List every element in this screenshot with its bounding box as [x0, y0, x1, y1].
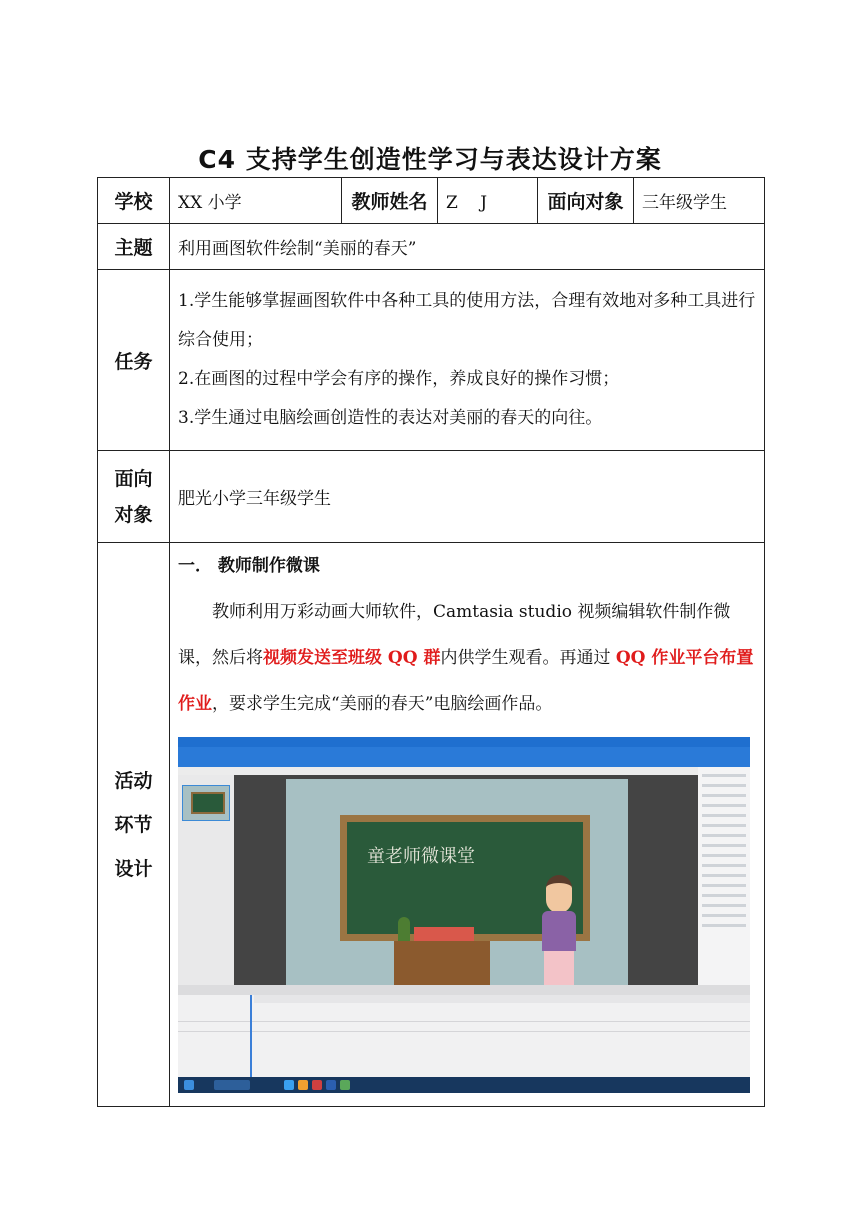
design-table — [97, 177, 765, 1107]
activity-highlight: 视频发送至班级 QQ 群 — [263, 648, 441, 668]
activity-content — [170, 543, 765, 1107]
audience-label: 面向对象 — [538, 178, 634, 224]
windows-taskbar — [178, 1077, 750, 1093]
activity-row — [98, 543, 765, 1107]
task-row — [98, 270, 765, 451]
screenshot-timeline — [178, 985, 750, 1077]
target-value: 肥光小学三年级学生 — [170, 451, 765, 543]
target-row — [98, 451, 765, 543]
target-label — [98, 451, 170, 543]
topic-label: 主题 — [98, 224, 170, 270]
school-label: 学校 — [98, 178, 170, 224]
scene-thumbnail — [182, 785, 230, 821]
screenshot-menubar — [178, 737, 750, 747]
topic-value: 利用画图软件绘制“美丽的春天” — [170, 224, 765, 270]
page-title: C4 支持学生创造性学习与表达设计方案 — [198, 145, 662, 174]
taskbar-app-icon — [312, 1080, 322, 1090]
audience-value: 三年级学生 — [634, 178, 765, 224]
screenshot-scene-panel — [178, 775, 234, 985]
task-label: 任务 — [98, 270, 170, 451]
target-label-line2: 对象 — [114, 503, 153, 526]
activity-text: 内供学生观看。再通过 — [440, 648, 616, 668]
activity-label-line1: 活动 — [114, 769, 153, 792]
books-image — [414, 927, 474, 941]
teacher-character — [538, 875, 578, 985]
task-item: 2.在画图的过程中学会有序的操作，养成良好的操作习惯； — [178, 369, 620, 389]
teacher-label: 教师姓名 — [342, 178, 438, 224]
taskbar-app-icon — [326, 1080, 336, 1090]
plant-image — [398, 917, 410, 941]
desk-image — [394, 941, 490, 985]
animation-stage — [286, 779, 628, 985]
info-row — [98, 178, 765, 224]
activity-paragraph — [178, 589, 758, 727]
topic-row — [98, 224, 765, 270]
activity-label-line2: 环节 — [114, 813, 153, 836]
teacher-value: Z J — [438, 178, 538, 224]
taskbar-app-icon — [284, 1080, 294, 1090]
activity-heading: 一． 教师制作微课 — [178, 556, 320, 576]
task-content — [170, 270, 765, 451]
software-screenshot — [178, 737, 750, 1093]
start-icon — [184, 1080, 194, 1090]
chalkboard-text: 童老师微课堂 — [367, 846, 475, 867]
screenshot-properties-panel — [698, 767, 750, 985]
screenshot-ribbon — [178, 767, 698, 775]
taskbar-app-icon — [298, 1080, 308, 1090]
activity-label-line3: 设计 — [114, 857, 153, 880]
activity-highlight: QQ 作业平台布置作业 — [178, 648, 754, 714]
task-item: 3.学生通过电脑绘画创造性的表达对美丽的春天的向往。 — [178, 408, 603, 428]
activity-label — [98, 543, 170, 1107]
activity-text: ，要求学生完成“美丽的春天”电脑绘画作品。 — [212, 694, 553, 714]
taskbar-app-icon — [340, 1080, 350, 1090]
screenshot-toolbar — [178, 747, 750, 767]
school-value: XX 小学 — [170, 178, 342, 224]
target-label-line1: 面向 — [114, 467, 153, 490]
task-item: 1.学生能够掌握画图软件中各种工具的使用方法，合理有效地对多种工具进行综合使用； — [178, 291, 756, 350]
activity-text: 教师利用万彩动画大师软件，Camtasia studio 视频编辑软件制作微课，然后将 — [178, 602, 731, 668]
taskbar-app-icon — [214, 1080, 250, 1090]
